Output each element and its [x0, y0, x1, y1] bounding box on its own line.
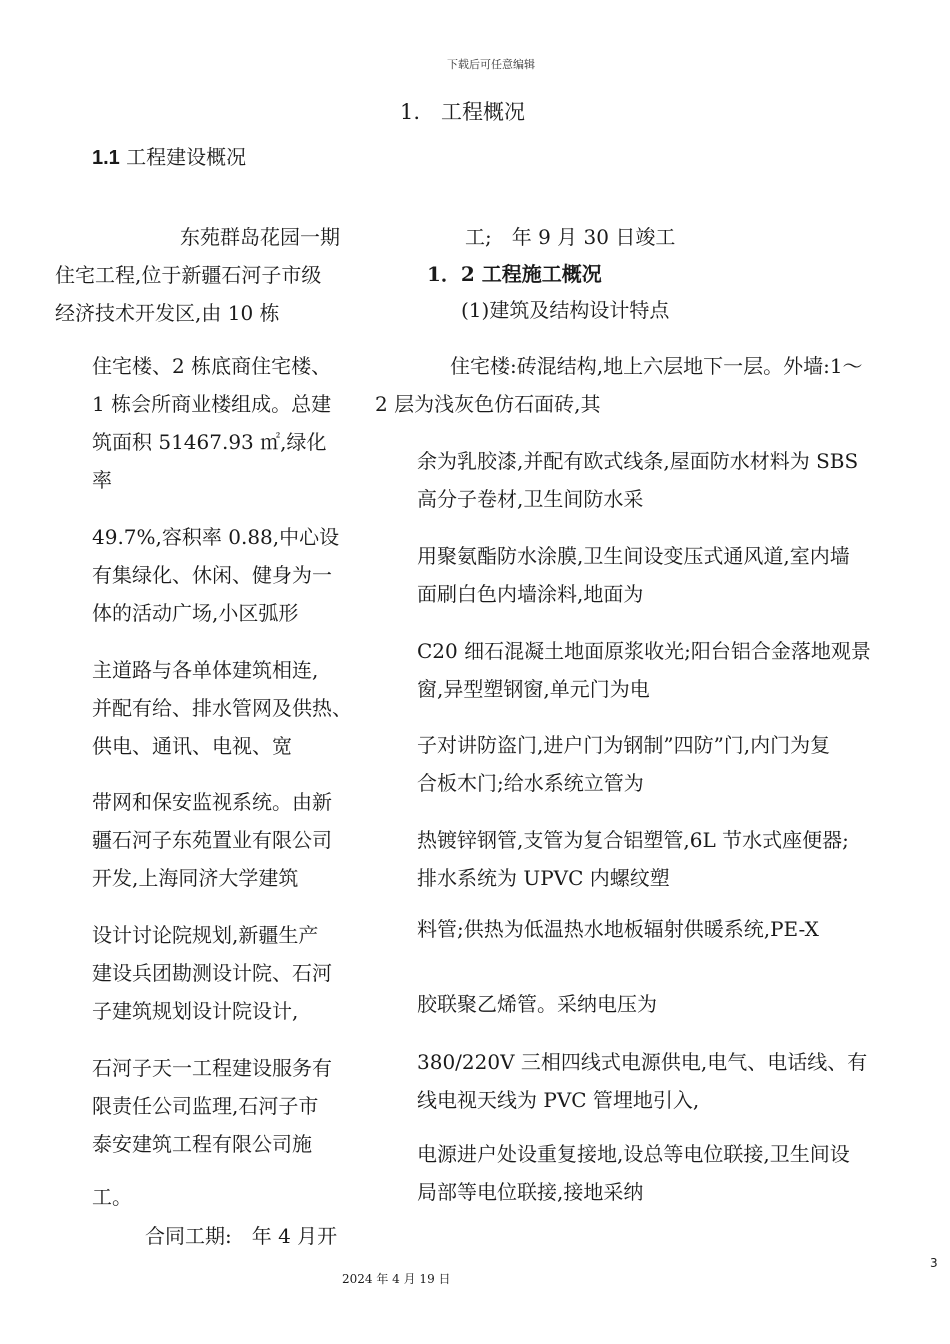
right-paragraph-10	[417, 1135, 850, 1211]
text-line: 局部等电位联接,接地采纳	[417, 1180, 644, 1204]
text-line: 石河子天一工程建设服务有	[92, 1056, 332, 1080]
right-paragraph-9	[417, 1043, 867, 1119]
text-line: C20 细石混凝土地面原浆收光;阳台铝合金落地观景	[417, 639, 871, 663]
text-line: 380/220V 三相四线式电源供电,电气、电话线、有	[417, 1050, 868, 1074]
text-line: 筑面积 51467.93 ㎡,绿化	[92, 430, 327, 454]
text-line: 子建筑规划设计院设计,	[92, 999, 299, 1023]
text-line: 用聚氨酯防水涂膜,卫生间设变压式通风道,室内墙	[417, 544, 850, 568]
completion-date: 工; 年 9 月 30 日竣工	[465, 225, 676, 249]
right-paragraph-4	[417, 632, 871, 708]
text-line: 热镀锌钢管,支管为复合铝塑管,6L 节水式座便器;	[417, 828, 849, 852]
text-line: 率	[92, 468, 112, 492]
right-paragraph-3	[417, 537, 850, 613]
text-line: 余为乳胶漆,并配有欧式线条,屋面防水材料为 SBS	[417, 449, 859, 473]
intro-line: 东苑群岛花园一期	[180, 225, 340, 249]
left-paragraph-8: 工。	[92, 1185, 132, 1209]
right-paragraph-1-line-1: 住宅楼:砖混结构,地上六层地下一层。外墙:1～	[450, 354, 863, 378]
section-title: 1. 工程概况	[400, 100, 526, 124]
subsection-number: 1.1	[92, 147, 120, 169]
text-line: 住宅工程,位于新疆石河子市级	[55, 263, 322, 287]
left-paragraph-4	[92, 651, 352, 765]
text-line: 线电视天线为 PVC 管埋地引入,	[417, 1088, 700, 1112]
left-paragraph-7	[92, 1049, 332, 1163]
text-line: 开发,上海同济大学建筑	[92, 866, 299, 890]
subsection-heading-1	[92, 141, 246, 170]
left-paragraph-1	[55, 256, 321, 332]
text-line: 主道路与各单体建筑相连,	[92, 658, 319, 682]
page-header: 下载后可任意编辑	[447, 58, 535, 71]
text-line: 窗,异型塑钢窗,单元门为电	[417, 677, 650, 701]
left-paragraph-2	[92, 347, 331, 499]
right-paragraph-7: 料管;供热为低温热水地板辐射供暖系统,PE-X	[417, 917, 819, 941]
subsection-heading-2: 1．2 工程施工概况	[427, 262, 602, 286]
text-line: 合板木门;给水系统立管为	[417, 771, 644, 795]
right-paragraph-5	[417, 726, 830, 802]
text-line: 面刷白色内墙涂料,地面为	[417, 582, 644, 606]
text-line: 带网和保安监视系统。由新	[92, 790, 332, 814]
text-line: 1 栋会所商业楼组成。总建	[92, 392, 332, 416]
text-line: 高分子卷材,卫生间防水采	[417, 487, 644, 511]
text-line: 设计讨论院规划,新疆生产	[92, 923, 319, 947]
text-line: 疆石河子东苑置业有限公司	[92, 828, 332, 852]
text-line: 排水系统为 UPVC 内螺纹塑	[417, 866, 670, 890]
item-heading-1: (1)建筑及结构设计特点	[461, 298, 670, 322]
left-paragraph-6	[92, 916, 332, 1030]
text-line: 建设兵团勘测设计院、石河	[92, 961, 332, 985]
text-line: 有集绿化、休闲、健身为一	[92, 563, 332, 587]
right-paragraph-1-line-2: 2 层为浅灰色仿石面砖,其	[375, 392, 601, 416]
contract-period: 合同工期: 年 4 月开	[145, 1224, 338, 1248]
text-line: 供电、通讯、电视、宽	[92, 734, 292, 758]
subsection-title: 工程建设概况	[126, 145, 247, 169]
text-line: 体的活动广场,小区弧形	[92, 601, 299, 625]
left-paragraph-5	[92, 783, 332, 897]
page-number: 3	[930, 1256, 938, 1270]
left-paragraph-3	[92, 518, 339, 632]
right-paragraph-6	[417, 821, 849, 897]
text-line: 住宅楼、2 栋底商住宅楼、	[92, 354, 332, 378]
text-line: 限责任公司监理,石河子市	[92, 1094, 319, 1118]
text-line: 并配有给、排水管网及供热、	[92, 696, 352, 720]
text-line: 经济技术开发区,由 10 栋	[55, 301, 280, 325]
text-line: 泰安建筑工程有限公司施	[92, 1132, 312, 1156]
right-paragraph-2	[417, 442, 858, 518]
text-line: 子对讲防盗门,进户门为钢制”四防”门,内门为复	[417, 733, 831, 757]
footer-date: 2024 年 4 月 19 日	[342, 1272, 451, 1286]
right-paragraph-8: 胶联聚乙烯管。采纳电压为	[417, 992, 657, 1016]
text-line: 电源进户处设重复接地,设总等电位联接,卫生间设	[417, 1142, 850, 1166]
text-line: 49.7%,容积率 0.88,中心设	[92, 525, 340, 549]
